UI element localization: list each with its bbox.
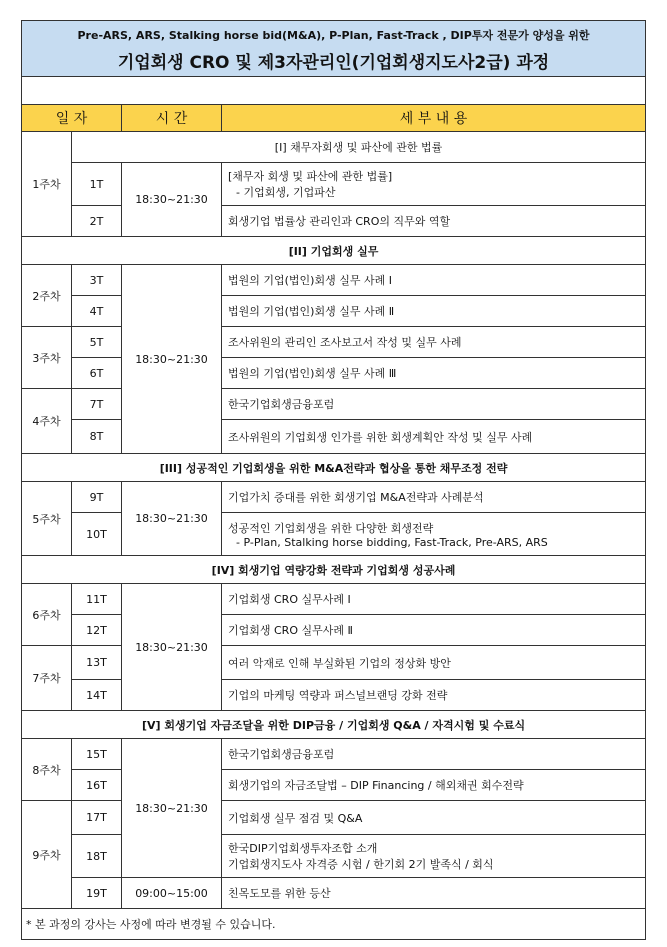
- session-number: 16T: [72, 770, 122, 801]
- session-number: 18T: [72, 835, 122, 878]
- week-cell: 1주차: [22, 132, 72, 237]
- section-title: [II] 기업회생 실무: [22, 237, 646, 265]
- session-row: [22, 482, 646, 513]
- session-content: 법원의 기업(법인)회생 실무 사례 Ⅲ: [222, 358, 646, 389]
- column-time: 시 간: [122, 105, 222, 132]
- session-content: 기업회생 실무 점검 및 Q&A: [222, 801, 646, 835]
- session-line: 한국DIP기업회생투자조합 소개: [228, 842, 378, 855]
- session-number: 8T: [72, 420, 122, 454]
- column-header-row: [22, 105, 646, 132]
- session-number: 6T: [72, 358, 122, 389]
- time-cell: 18:30~21:30: [122, 163, 222, 237]
- session-number: 3T: [72, 265, 122, 296]
- session-row: [22, 739, 646, 770]
- session-number: 1T: [72, 163, 122, 206]
- session-content: 기업회생 CRO 실무사례 Ⅰ: [222, 584, 646, 615]
- session-number: 17T: [72, 801, 122, 835]
- session-content: 기업회생 CRO 실무사례 Ⅱ: [222, 615, 646, 646]
- section-row: [22, 237, 646, 265]
- session-row: [22, 801, 646, 835]
- curriculum-table: [21, 20, 646, 940]
- session-number: 4T: [72, 296, 122, 327]
- blank-row: [22, 77, 646, 105]
- session-content: [222, 835, 646, 878]
- section-row: [22, 454, 646, 482]
- session-content: 회생기업의 자금조달법 – DIP Financing / 해외채권 회수전략: [222, 770, 646, 801]
- session-content: 여러 악재로 인해 부실화된 기업의 정상화 방안: [222, 646, 646, 680]
- footnote: * 본 과정의 강사는 사정에 따라 변경될 수 있습니다.: [22, 909, 646, 940]
- session-row: [22, 646, 646, 680]
- section-row: [22, 711, 646, 739]
- section-row: [22, 132, 646, 163]
- session-line: [채무자 회생 및 파산에 관한 법률]: [228, 170, 393, 183]
- session-line: 성공적인 기업회생을 위한 다양한 회생전략: [228, 521, 434, 535]
- session-number: 7T: [72, 389, 122, 420]
- time-cell: 09:00~15:00: [122, 878, 222, 909]
- session-row: [22, 296, 646, 327]
- session-number: 19T: [72, 878, 122, 909]
- section-title: [III] 성공적인 기업회생을 위한 M&A전략과 협상을 통한 채무조정 전략: [22, 454, 646, 482]
- session-row: [22, 513, 646, 556]
- curriculum-sheet: [21, 20, 645, 940]
- session-number: 14T: [72, 680, 122, 711]
- session-row: [22, 420, 646, 454]
- time-cell: 18:30~21:30: [122, 482, 222, 556]
- session-content: 조사위원의 관리인 조사보고서 작성 및 실무 사례: [222, 327, 646, 358]
- column-day: 일 자: [22, 105, 122, 132]
- session-row: [22, 584, 646, 615]
- session-number: 15T: [72, 739, 122, 770]
- section-title: [V] 회생기업 자금조달을 위한 DIP금융 / 기업회생 Q&A / 자격시험 및 수료식: [22, 711, 646, 739]
- header-subtitle: Pre-ARS, ARS, Stalking horse bid(M&A), P-Plan, Fast-Track , DIP투자 전문가 양성을 위한: [77, 28, 590, 42]
- week-cell: 9주차: [22, 801, 72, 909]
- session-number: 10T: [72, 513, 122, 556]
- session-content: 회생기업 법률상 관리인과 CRO의 직무와 역할: [222, 206, 646, 237]
- session-content: 법원의 기업(법인)회생 실무 사례 Ⅰ: [222, 265, 646, 296]
- week-cell: 8주차: [22, 739, 72, 801]
- section-title: [IV] 회생기업 역량강화 전략과 기업회생 성공사례: [22, 556, 646, 584]
- session-content: 친목도모를 위한 등산: [222, 878, 646, 909]
- section-title: [I] 채무자회생 및 파산에 관한 법률: [72, 132, 646, 163]
- time-cell: 18:30~21:30: [122, 265, 222, 454]
- session-row: [22, 163, 646, 206]
- session-row: [22, 206, 646, 237]
- session-content: [222, 513, 646, 556]
- session-number: 12T: [72, 615, 122, 646]
- time-cell: 18:30~21:30: [122, 739, 222, 878]
- session-content: 한국기업회생금융포럼: [222, 389, 646, 420]
- session-content: 조사위원의 기업회생 인가를 위한 회생계획안 작성 및 실무 사례: [222, 420, 646, 454]
- session-row: [22, 680, 646, 711]
- session-content: 한국기업회생금융포럼: [222, 739, 646, 770]
- column-content: 세 부 내 용: [222, 105, 646, 132]
- session-row: [22, 389, 646, 420]
- session-number: 11T: [72, 584, 122, 615]
- session-row: [22, 878, 646, 909]
- note-row: [22, 909, 646, 940]
- session-content: [222, 163, 646, 206]
- session-number: 2T: [72, 206, 122, 237]
- session-number: 5T: [72, 327, 122, 358]
- session-content: 법원의 기업(법인)회생 실무 사례 Ⅱ: [222, 296, 646, 327]
- week-cell: 7주차: [22, 646, 72, 711]
- time-cell: 18:30~21:30: [122, 584, 222, 711]
- header-row: [22, 21, 646, 77]
- header-cell: [22, 21, 646, 77]
- session-line: - P-Plan, Stalking horse bidding, Fast-Track, Pre-ARS, ARS: [236, 535, 548, 549]
- session-row: [22, 265, 646, 296]
- section-row: [22, 556, 646, 584]
- session-row: [22, 327, 646, 358]
- session-row: [22, 358, 646, 389]
- session-content: 기업가치 증대를 위한 회생기업 M&A전략과 사례분석: [222, 482, 646, 513]
- session-row: [22, 770, 646, 801]
- session-number: 13T: [72, 646, 122, 680]
- session-row: [22, 835, 646, 878]
- week-cell: 3주차: [22, 327, 72, 389]
- session-number: 9T: [72, 482, 122, 513]
- header-title: 기업회생 CRO 및 제3자관리인(기업회생지도사2급) 과정: [117, 52, 550, 73]
- session-line: - 기업회생, 기업파산: [236, 186, 336, 199]
- week-cell: 6주차: [22, 584, 72, 646]
- session-line: 기업회생지도사 자격증 시험 / 한기회 2기 발족식 / 회식: [228, 858, 494, 871]
- week-cell: 2주차: [22, 265, 72, 327]
- week-cell: 5주차: [22, 482, 72, 556]
- week-cell: 4주차: [22, 389, 72, 454]
- session-row: [22, 615, 646, 646]
- session-content: 기업의 마케팅 역량과 퍼스널브랜딩 강화 전략: [222, 680, 646, 711]
